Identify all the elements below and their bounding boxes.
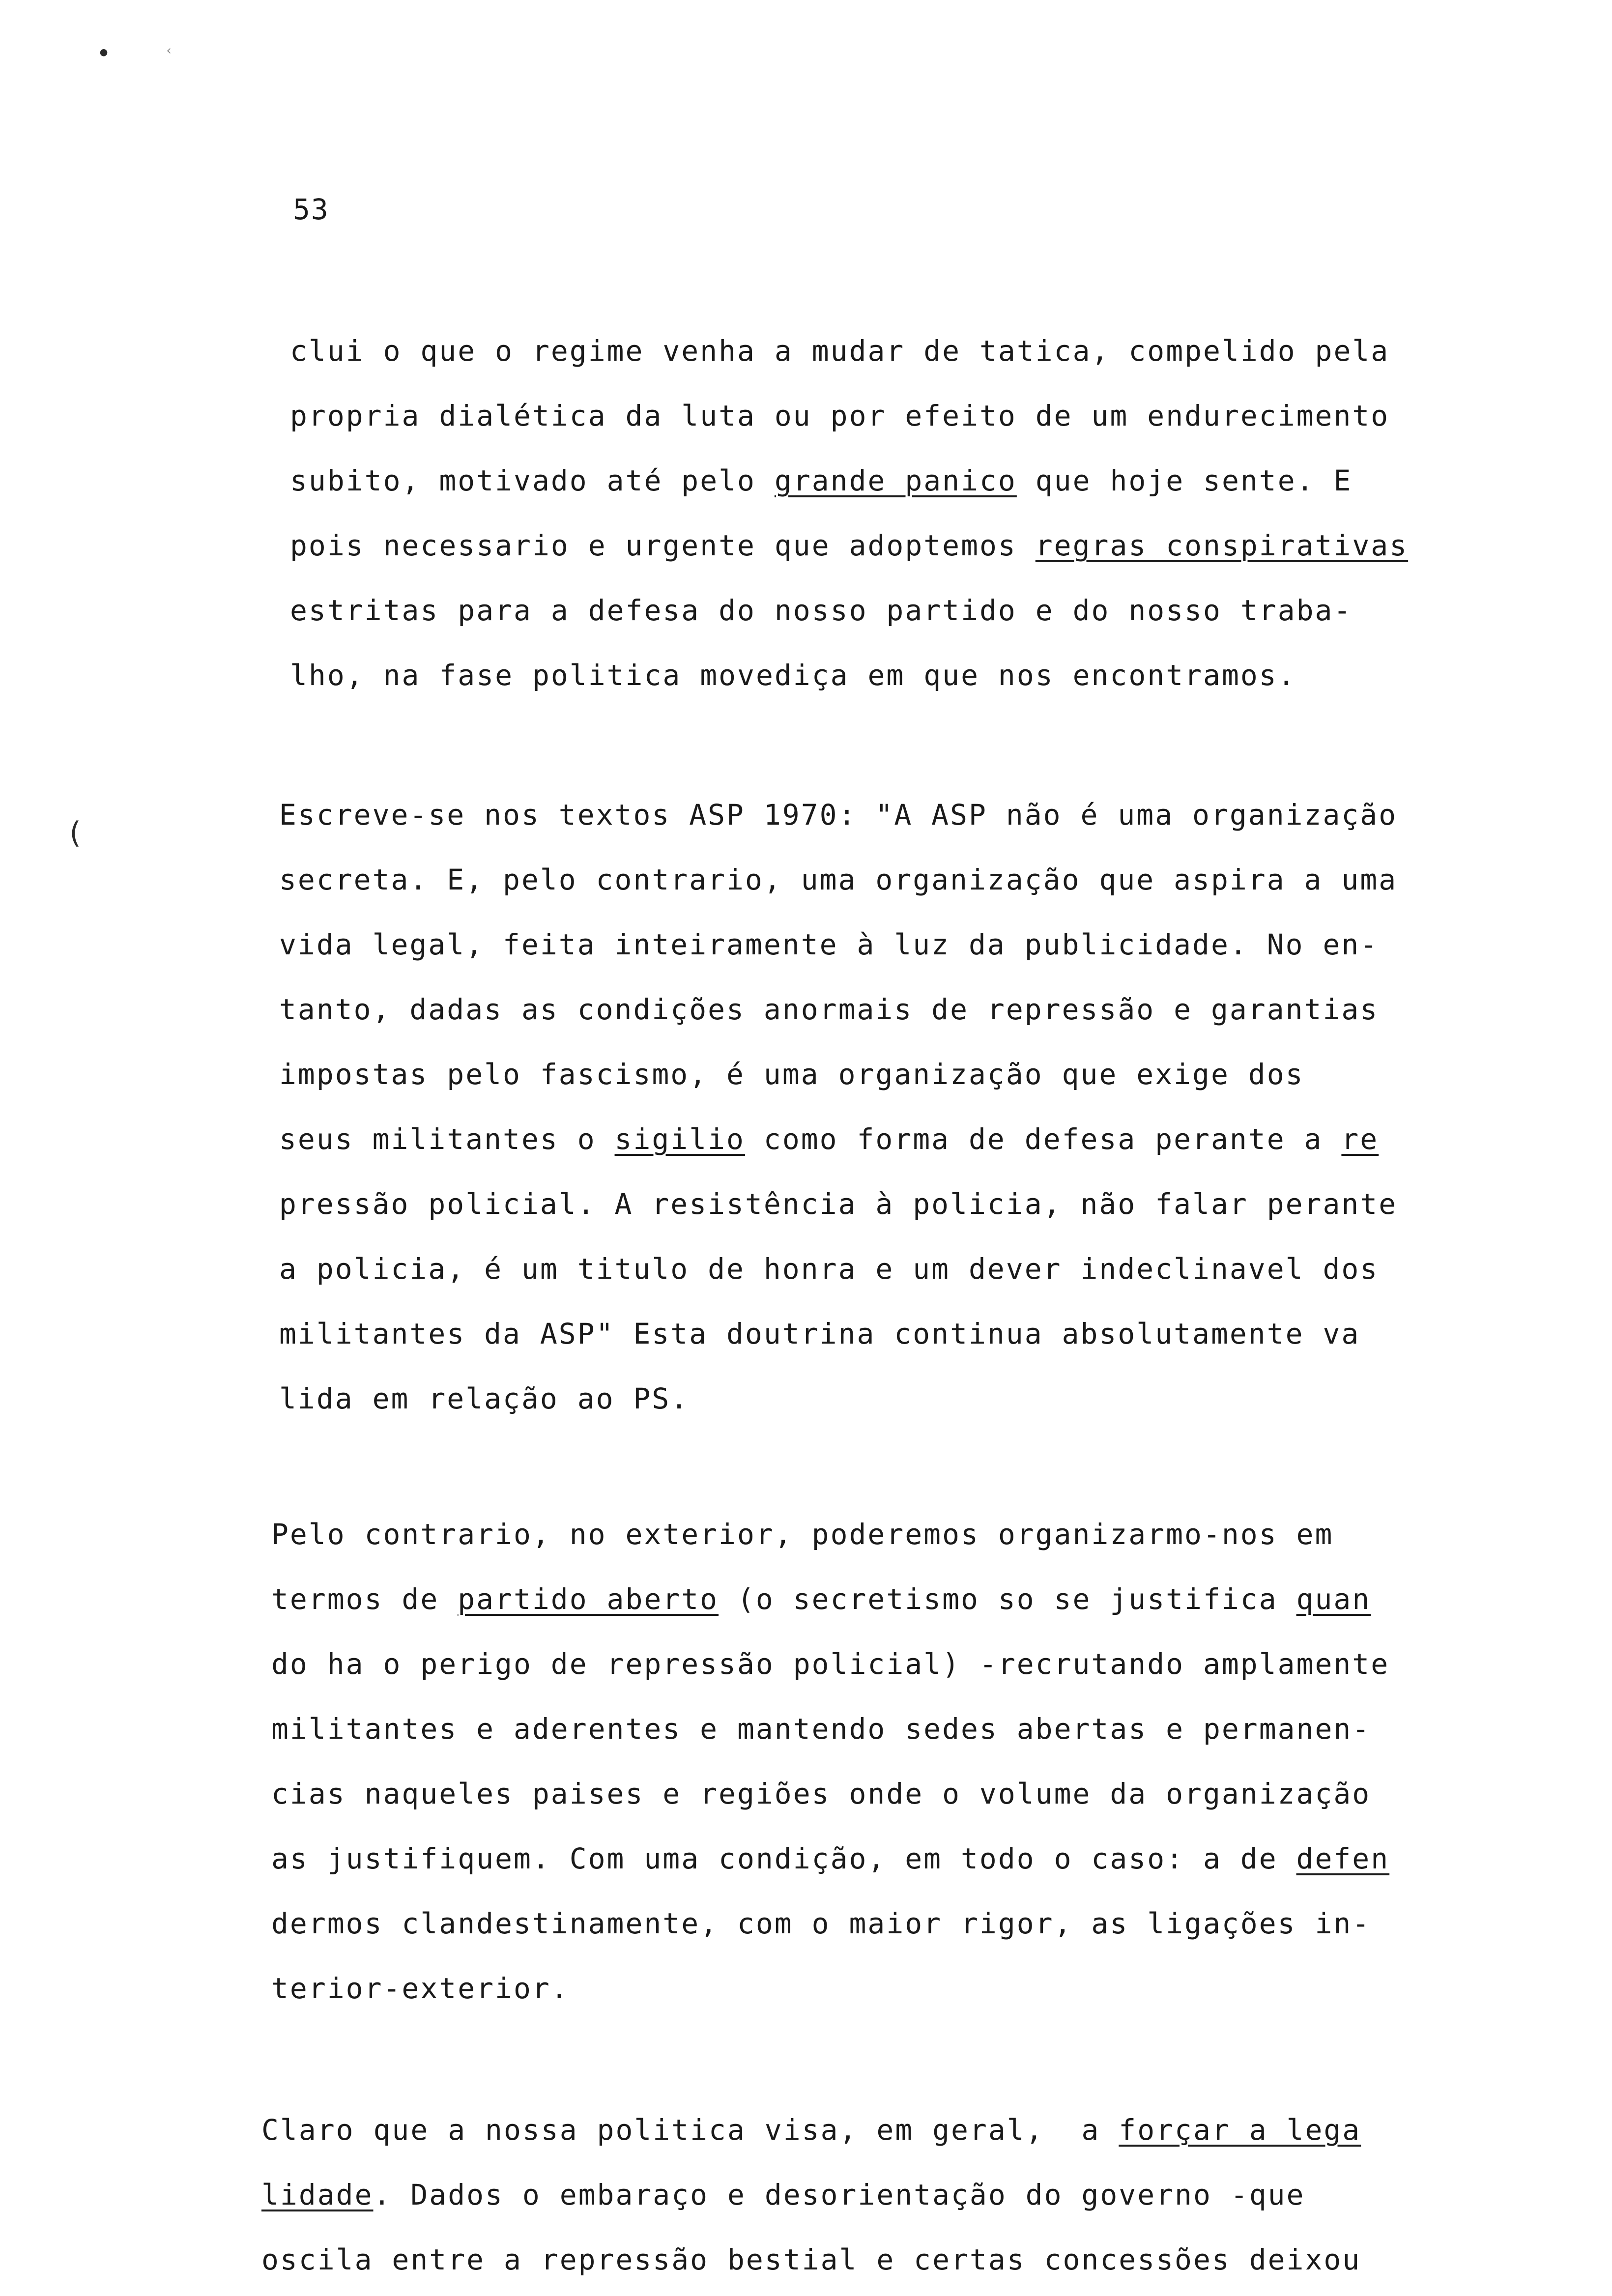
line-text: do ha o perigo de repressão policial) -recrutando amplamente [271,1647,1390,1681]
line-text: (o secretismo so se justifica [719,1582,1296,1616]
text-line [290,448,1509,513]
line-text: estritas para a defesa do nosso partido e do nosso traba- [290,594,1353,627]
line-text: Pelo contrario, no exterior, poderemos organizarmo-nos em [271,1518,1334,1551]
line-text: cias naqueles paises e regiões onde o volume da organização [271,1777,1371,1810]
paragraph-4 [261,2097,1480,2292]
text-line [279,1301,1498,1366]
line-text: as justifiquem. Com uma condição, em todo o caso: a de [271,1842,1296,1875]
text-line [271,1696,1490,1761]
text-line [279,977,1498,1042]
text-line [290,383,1509,448]
text-line [279,1042,1498,1107]
line-text: vida legal, feita inteiramente à luz da publicidade. No en- [279,928,1379,961]
line-text: Claro que a nossa politica visa, em geral, a [261,2113,1119,2147]
text-line [290,513,1509,578]
paragraph-3 [271,1502,1490,2021]
text-line [279,1236,1498,1301]
stray-mark-paren: ( [66,816,84,850]
line-text: propria dialética da luta ou por efeito de um endurecimento [290,399,1390,432]
text-line [271,1956,1490,2021]
text-line [271,1891,1490,1956]
text-line [279,1107,1498,1172]
line-text: impostas pelo fascismo, é uma organização que exige dos [279,1058,1304,1091]
underlined-text: re [1341,1122,1379,1156]
text-line [271,1761,1490,1826]
line-text: oscila entre a repressão bestial e certas concessões deixou [261,2243,1361,2276]
text-line [279,1172,1498,1236]
underlined-text: quan [1296,1582,1371,1616]
paragraph-2 [279,782,1498,1431]
line-text: militantes e aderentes e mantendo sedes abertas e permanen- [271,1712,1371,1746]
line-text: militantes da ASP" Esta doutrina continua absolutamente va [279,1317,1360,1350]
underlined-text: sigilio [614,1122,745,1156]
underlined-text: partido aberto [458,1582,719,1616]
text-line [279,782,1498,847]
text-line [279,912,1498,977]
line-text: dermos clandestinamente, com o maior rigor, as ligações in- [271,1907,1371,1940]
text-line [290,578,1509,643]
line-text: . Dados o embaraço e desorientação do governo -que [373,2178,1305,2211]
line-text: como forma de defesa perante a [745,1122,1342,1156]
line-text: lida em relação ao PS. [279,1382,690,1415]
line-text: Escreve-se nos textos ASP 1970: "A ASP não é uma organização [279,798,1398,832]
text-line [279,847,1498,912]
stray-mark-dot: • [96,39,112,68]
text-line [290,318,1509,383]
line-text: tanto, dadas as condições anormais de repressão e garantias [279,993,1379,1026]
page-number: 53 [293,193,329,226]
line-text: subito, motivado até pelo [290,464,775,497]
line-text: seus militantes o [279,1122,615,1156]
line-text: clui o que o regime venha a mudar de tatica, compelido pela [290,334,1390,368]
underlined-text: regras conspirativas [1035,529,1409,562]
underlined-text: defen [1296,1842,1390,1875]
line-text: terior-exterior. [271,1972,570,2005]
line-text: pois necessario e urgente que adoptemos [290,529,1036,562]
underlined-text: forçar a lega [1119,2113,1361,2147]
line-text: secreta. E, pelo contrario, uma organização que aspira a uma [279,863,1398,896]
text-line [290,643,1509,708]
text-line [279,1366,1498,1431]
line-text: termos de [271,1582,458,1616]
text-line [261,2227,1480,2292]
paragraph-1 [290,318,1509,708]
text-line [271,1567,1490,1632]
stray-mark-tick: ‹ [165,43,173,58]
line-text: lho, na fase politica movediça em que nos encontramos. [290,659,1296,692]
line-text: a policia, é um titulo de honra e um dever indeclinavel dos [279,1252,1379,1286]
text-line [261,2162,1480,2227]
underlined-text: lidade [261,2178,374,2211]
line-text: que hoje sente. E [1016,464,1353,497]
text-line [271,1826,1490,1891]
underlined-text: grande panico [774,464,1017,497]
text-line [271,1502,1490,1567]
line-text: pressão policial. A resistência à policia, não falar perante [279,1187,1398,1221]
text-line [271,1632,1490,1696]
text-line [261,2097,1480,2162]
